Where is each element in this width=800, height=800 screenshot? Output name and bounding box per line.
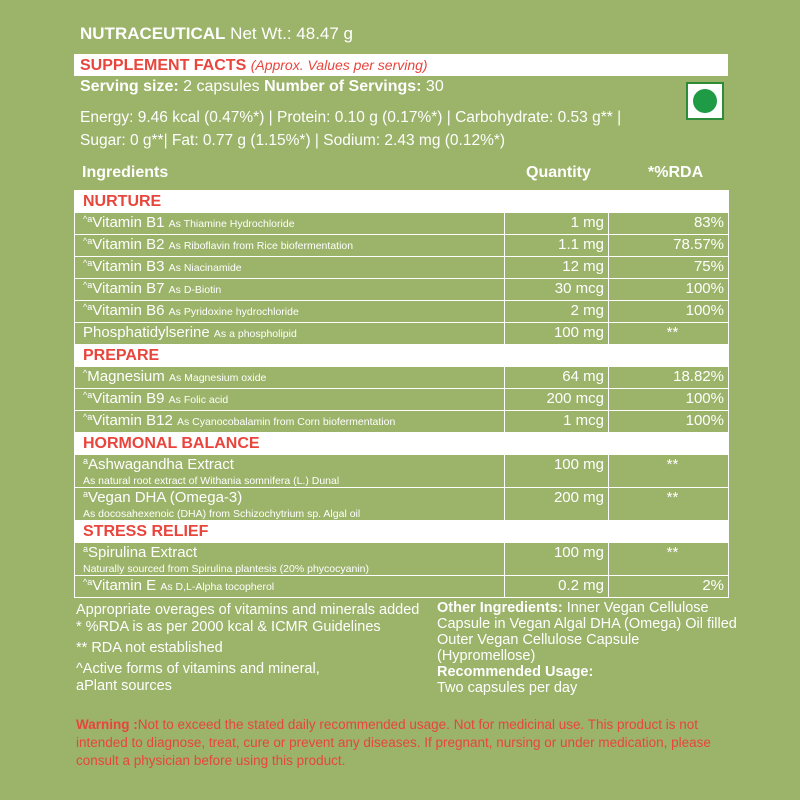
ingredient-rda: ** [609, 323, 729, 345]
ingredient-source: As D,L-Alpha tocopherol [160, 581, 275, 593]
section-header [75, 433, 729, 455]
recommended-usage-text: Two capsules per day [437, 680, 578, 696]
servings-value: 30 [425, 78, 444, 95]
supplement-facts-bar [74, 54, 728, 76]
recommended-usage-label: Recommended Usage: [437, 664, 594, 680]
ingredient-rda: ** [609, 455, 729, 488]
table-row [75, 367, 729, 389]
serving-size-label: Serving size: [80, 78, 179, 95]
ingredient-quantity: 100 mg [505, 323, 609, 345]
ingredient-source: As Magnesium oxide [168, 372, 267, 384]
ingredient-name: Vitamin B2 [92, 236, 165, 253]
table-row [75, 257, 729, 279]
ingredient-rda: 18.82% [609, 367, 729, 389]
warning-label: Warning : [76, 717, 138, 732]
ingredient-quantity: 1 mcg [505, 411, 609, 433]
table-row [75, 235, 729, 257]
other-ingredients-text: Inner Vegan Cellulose Capsule in Vegan Algal DHA (Omega) Oil filled Outer Vegan Cellulose Capsule (Hypromellose) [437, 600, 737, 664]
ingredient-rda: 83% [609, 213, 729, 235]
nutrition-summary [80, 106, 700, 152]
ingredient-quantity: 100 mg [505, 543, 609, 576]
ingredient-cell [75, 576, 505, 598]
ingredient-source: As Folic acid [168, 394, 229, 406]
ingredient-cell [75, 301, 505, 323]
table-row [75, 301, 729, 323]
ingredient-name: Vitamin B3 [92, 258, 165, 275]
ingredient-mark: ^ [83, 368, 88, 378]
ingredient-mark: a [83, 456, 89, 466]
col-quantity: Quantity [526, 164, 591, 181]
ingredient-mark: ^a [83, 214, 93, 224]
nutrition-line-1: Energy: 9.46 kcal (0.47%*) | Protein: 0.10 g (0.17%*) | Carbohydrate: 0.53 g** | [80, 109, 622, 126]
ingredient-name: Vegan DHA (Omega-3) [88, 489, 243, 506]
ingredient-mark: ^a [83, 390, 93, 400]
footnote-rda: * %RDA is as per 2000 kcal & ICMR Guidelines [76, 619, 381, 635]
ingredient-quantity: 1.1 mg [505, 235, 609, 257]
ingredient-name: Vitamin B12 [92, 412, 173, 429]
ingredient-mark: ^a [83, 577, 93, 587]
section-title: NURTURE [75, 191, 729, 213]
ingredient-mark: a [83, 489, 89, 499]
footnote-plant-sources: aPlant sources [76, 678, 172, 694]
ingredient-name: Vitamin B6 [92, 302, 165, 319]
ingredient-quantity: 200 mg [505, 488, 609, 521]
footnote-rda-not-established: ** RDA not established [76, 640, 223, 656]
table-row [75, 411, 729, 433]
ingredient-source: As Thiamine Hydrochloride [168, 218, 295, 230]
ingredient-cell [75, 257, 505, 279]
table-row [75, 213, 729, 235]
ingredient-rda: 2% [609, 576, 729, 598]
ingredient-mark: ^a [83, 302, 93, 312]
ingredient-quantity: 64 mg [505, 367, 609, 389]
serving-info [80, 78, 444, 96]
table-row [75, 323, 729, 345]
ingredient-quantity: 2 mg [505, 301, 609, 323]
ingredient-name: Vitamin B1 [92, 214, 165, 231]
warning-body: Not to exceed the stated daily recommended usage. Not for medicinal use. This product is not intended to diagnose, treat, cure or prevent any diseases. If pregnant, nursing or under medication, please consult a physician before using this product. [76, 717, 711, 768]
ingredient-name: Vitamin B9 [92, 390, 165, 407]
table-row [75, 576, 729, 598]
ingredient-source: As a phospholipid [213, 328, 297, 340]
section-header [75, 345, 729, 367]
footnote-active-forms: ^Active forms of vitamins and mineral, [76, 661, 320, 677]
ingredient-rda: 100% [609, 389, 729, 411]
ingredient-cell [75, 411, 505, 433]
col-ingredients: Ingredients [82, 164, 169, 181]
ingredient-rda: 100% [609, 279, 729, 301]
section-title: PREPARE [75, 345, 729, 367]
supplement-facts-note: (Approx. Values per serving) [250, 57, 428, 73]
footnotes [76, 602, 436, 699]
nutrition-line-2: Sugar: 0 g**| Fat: 0.77 g (1.15%*) | Sodium: 2.43 mg (0.12%*) [80, 132, 506, 149]
serving-size-value: 2 capsules [183, 78, 260, 95]
ingredient-cell [75, 323, 505, 345]
section-header [75, 191, 729, 213]
ingredient-source: As docosahexenoic (DHA) from Schizochytrium sp. Algal oil [83, 508, 361, 520]
ingredient-source: As Riboflavin from Rice biofermentation [168, 240, 354, 252]
product-header [80, 24, 353, 44]
section-title: HORMONAL BALANCE [75, 433, 729, 455]
footnote-overages: Appropriate overages of vitamins and minerals added [76, 602, 420, 618]
ingredient-source: As Niacinamide [168, 262, 242, 274]
ingredient-rda: ** [609, 488, 729, 521]
ingredient-mark: ^a [83, 412, 93, 422]
ingredient-name: Phosphatidylserine [83, 324, 210, 341]
ingredient-cell [75, 213, 505, 235]
ingredients-table [74, 190, 729, 598]
ingredient-cell [75, 389, 505, 411]
ingredient-quantity: 100 mg [505, 455, 609, 488]
ingredient-rda: 75% [609, 257, 729, 279]
net-weight: Net Wt.: 48.47 g [230, 24, 354, 43]
brand-name: NUTRACEUTICAL [80, 24, 226, 43]
ingredient-cell [75, 279, 505, 301]
ingredient-rda: 100% [609, 301, 729, 323]
ingredient-source: As Cyanocobalamin from Corn biofermentation [177, 416, 396, 428]
col-rda: *%RDA [648, 164, 704, 181]
table-row [75, 389, 729, 411]
ingredient-name: Spirulina Extract [88, 544, 198, 561]
ingredient-mark: ^a [83, 236, 93, 246]
ingredient-quantity: 1 mg [505, 213, 609, 235]
ingredient-mark: ^a [83, 280, 93, 290]
servings-label: Number of Servings: [264, 78, 422, 95]
ingredient-cell [75, 543, 505, 576]
ingredient-quantity: 200 mcg [505, 389, 609, 411]
warning-text [76, 716, 736, 770]
ingredient-name: Ashwagandha Extract [88, 456, 234, 473]
section-title: STRESS RELIEF [75, 521, 729, 543]
supplement-facts-title: SUPPLEMENT FACTS [80, 57, 247, 74]
ingredient-rda: 100% [609, 411, 729, 433]
ingredient-quantity: 12 mg [505, 257, 609, 279]
table-row [75, 279, 729, 301]
ingredient-name: Vitamin B7 [92, 280, 165, 297]
ingredient-mark: ^a [83, 258, 93, 268]
ingredient-cell [75, 455, 505, 488]
ingredient-name: Magnesium [87, 368, 169, 385]
ingredient-quantity: 0.2 mg [505, 576, 609, 598]
table-row [75, 488, 729, 521]
ingredient-rda: 78.57% [609, 235, 729, 257]
ingredient-name: Vitamin E [92, 577, 157, 594]
ingredient-rda: ** [609, 543, 729, 576]
ingredient-source: As Pyridoxine hydrochloride [168, 306, 299, 318]
ingredient-source: As D-Biotin [168, 284, 222, 296]
other-ingredients [437, 600, 737, 696]
table-row [75, 543, 729, 576]
table-row [75, 455, 729, 488]
section-header [75, 521, 729, 543]
ingredient-mark: a [83, 544, 89, 554]
ingredient-cell [75, 235, 505, 257]
ingredient-source: Naturally sourced from Spirulina plantesis (20% phycocyanin) [83, 563, 369, 575]
other-ingredients-label: Other Ingredients: [437, 600, 563, 616]
ingredient-cell [75, 367, 505, 389]
ingredient-source: As natural root extract of Withania somnifera (L.) Dunal [83, 475, 340, 487]
ingredient-quantity: 30 mcg [505, 279, 609, 301]
ingredient-cell [75, 488, 505, 521]
